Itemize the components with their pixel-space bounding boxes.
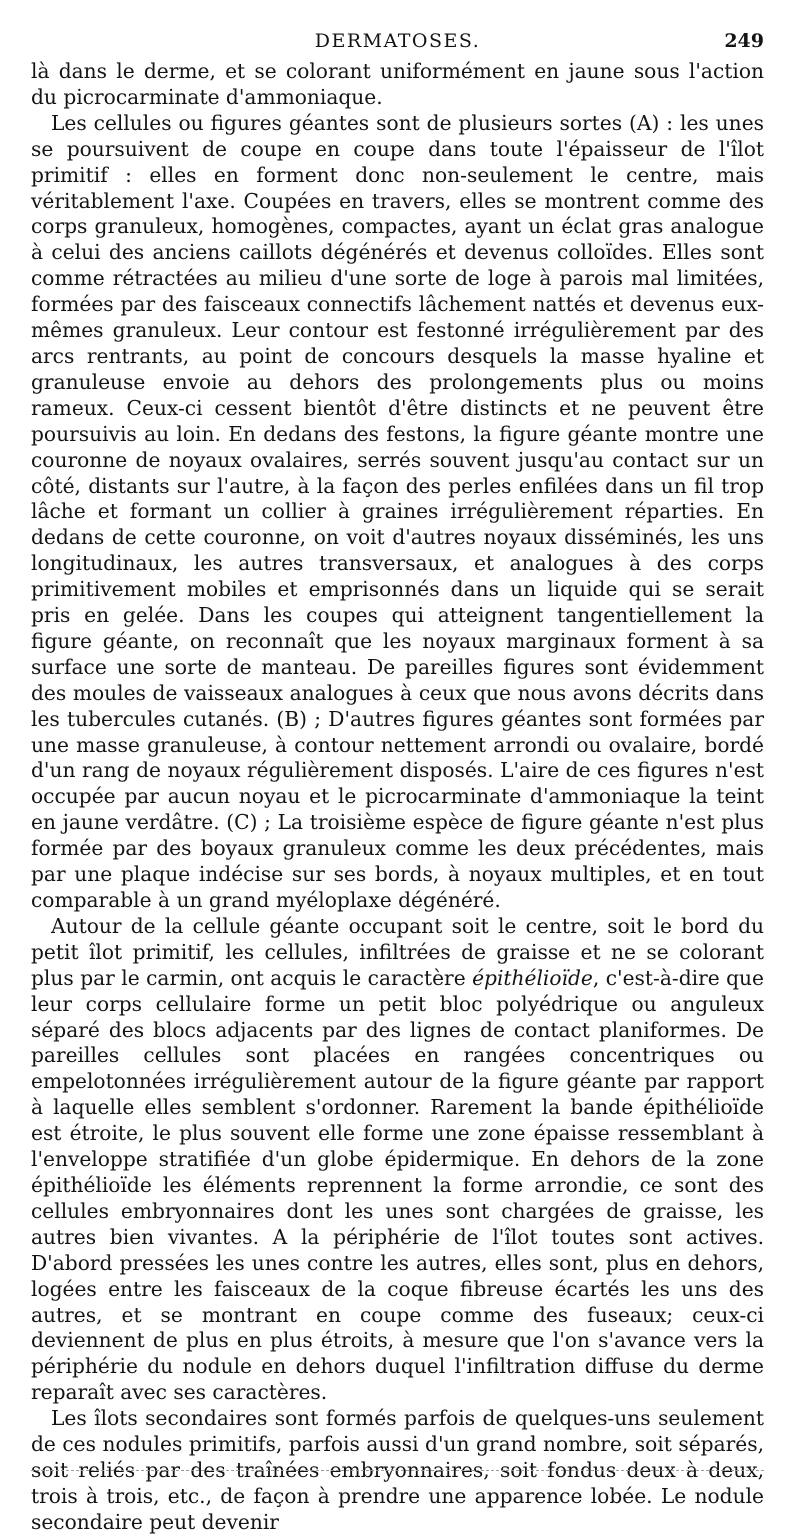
italic-term: épithélioïde <box>472 965 593 990</box>
paragraph: Les cellules ou figures géantes sont de plusieurs sortes (A) : les unes se poursuivent de coupe en coupe dans toute l'épaisseur de l'îlot primitif : elles en forment donc non-seulement le centre, mais véritablement l'axe. Coupées en travers, elles se montrent comme des corps granuleux, homogènes, compactes, ayant un éclat gras analogue à celui des anciens caillots dégénérés et devenus colloïdes. Elles sont comme rétractées au milieu d'une sorte de loge à parois mal limitées, formées par des faisceaux connectifs lâchement nattés et devenus eux-mêmes granuleux. Leur contour est festonné irrégulièrement par des arcs rentrants, au point de concours desquels la masse hyaline et granuleuse envoie au dehors des prolongements plus ou moins rameux. Ceux-ci cessent bientôt d'être distincts et ne peuvent être poursuivis au loin. En dedans des festons, la figure géante montre une couronne de noyaux ovalaires, serrés souvent jusqu'au contact sur un côté, distants sur l'autre, à la façon des perles enfilées dans un fil trop lâche et formant un collier à graines irrégulièrement réparties. En dedans de cette couronne, on voit d'autres noyaux disséminés, les uns longitudinaux, les autres transversaux, et analogues à des corps primitivement mobiles et emprisonnés dans un liquide qui se serait pris en gelée. Dans les coupes qui atteignent tangentiellement la figure géante, on reconnaît que les noyaux marginaux forment à sa surface une sorte de manteau. De pareilles figures sont évidemment des moules de vaisseaux analogues à ceux que nous avons décrits dans les tubercules cutanés. (B) ; D'autres figures géantes sont formées par une masse granuleuse, à contour nettement arrondi ou ovalaire, bordé d'un rang de noyaux régulièrement disposés. L'aire de ces figures n'est occupée par aucun noyau et le picrocarminate d'ammoniaque la teint en jaune verdâtre. (C) ; La troisième espèce de figure géante n'est plus formée par des boyaux granuleux comme les deux précédentes, mais par une plaque indécise sur ses bords, à noyaux multiples, et en tout comparable à un grand myéloplaxe dégénéré. <box>31 110 764 912</box>
paragraph <box>31 914 764 1406</box>
running-title: DERMATOSES. <box>314 30 481 52</box>
paragraph-text: Autour de la cellule géante occupant soit le centre, soit le bord du petit îlot primitif, les cellules, infiltrées de graisse et ne se colorant plus par le carmin, ont acquis le caractère <box>31 913 764 990</box>
page <box>31 30 764 1536</box>
paragraph: Les îlots secondaires sont formés parfois de quelques-uns seulement de ces nodules primitifs, parfois aussi d'un grand nombre, soit séparés, soit reliés par des traînées embryonnaires, soit fondus deux à deux, trois à trois, etc., de façon à prendre une apparence lobée. Le nodule secondaire peut devenir <box>31 1406 764 1534</box>
paragraph-text: , c'est-à-dire que leur corps cellulaire forme un petit bloc polyédrique ou anguleux séparé des blocs adjacents par des lignes de contact planiformes. De pareilles cellules sont placées en rangées concentriques ou empelotonnées irrégulièrement autour de la figure géante par rapport à laquelle elles semblent s'ordonner. Rarement la bande épithélioïde est étroite, le plus souvent elle forme une zone épaisse ressemblant à l'enveloppe stratifiée d'un globe épidermique. En dehors de la zone épithélioïde les éléments reprennent la forme arrondie, ce sont des cellules embryonnaires dont les unes sont chargées de graisse, les autres bien vivantes. A la périphérie de l'îlot toutes sont actives. D'abord pressées les unes contre les autres, elles sont, plus en dehors, logées entre les faisceaux de la coque fibreuse écartés les uns des autres, et se montrant en coupe comme des fuseaux; ceux-ci deviennent de plus en plus étroits, à mesure que l'on s'avance vers la périphérie du nodule en dehors duquel l'infiltration diffuse du derme reparaît avec ses caractères. <box>31 965 764 1405</box>
body-text <box>31 59 764 1536</box>
footer-rule <box>31 1470 764 1471</box>
page-number: 249 <box>724 30 764 52</box>
page-header <box>31 30 764 54</box>
paragraph: là dans le derme, et se colorant uniformément en jaune sous l'action du picrocarminate d'ammoniaque. <box>31 59 764 109</box>
